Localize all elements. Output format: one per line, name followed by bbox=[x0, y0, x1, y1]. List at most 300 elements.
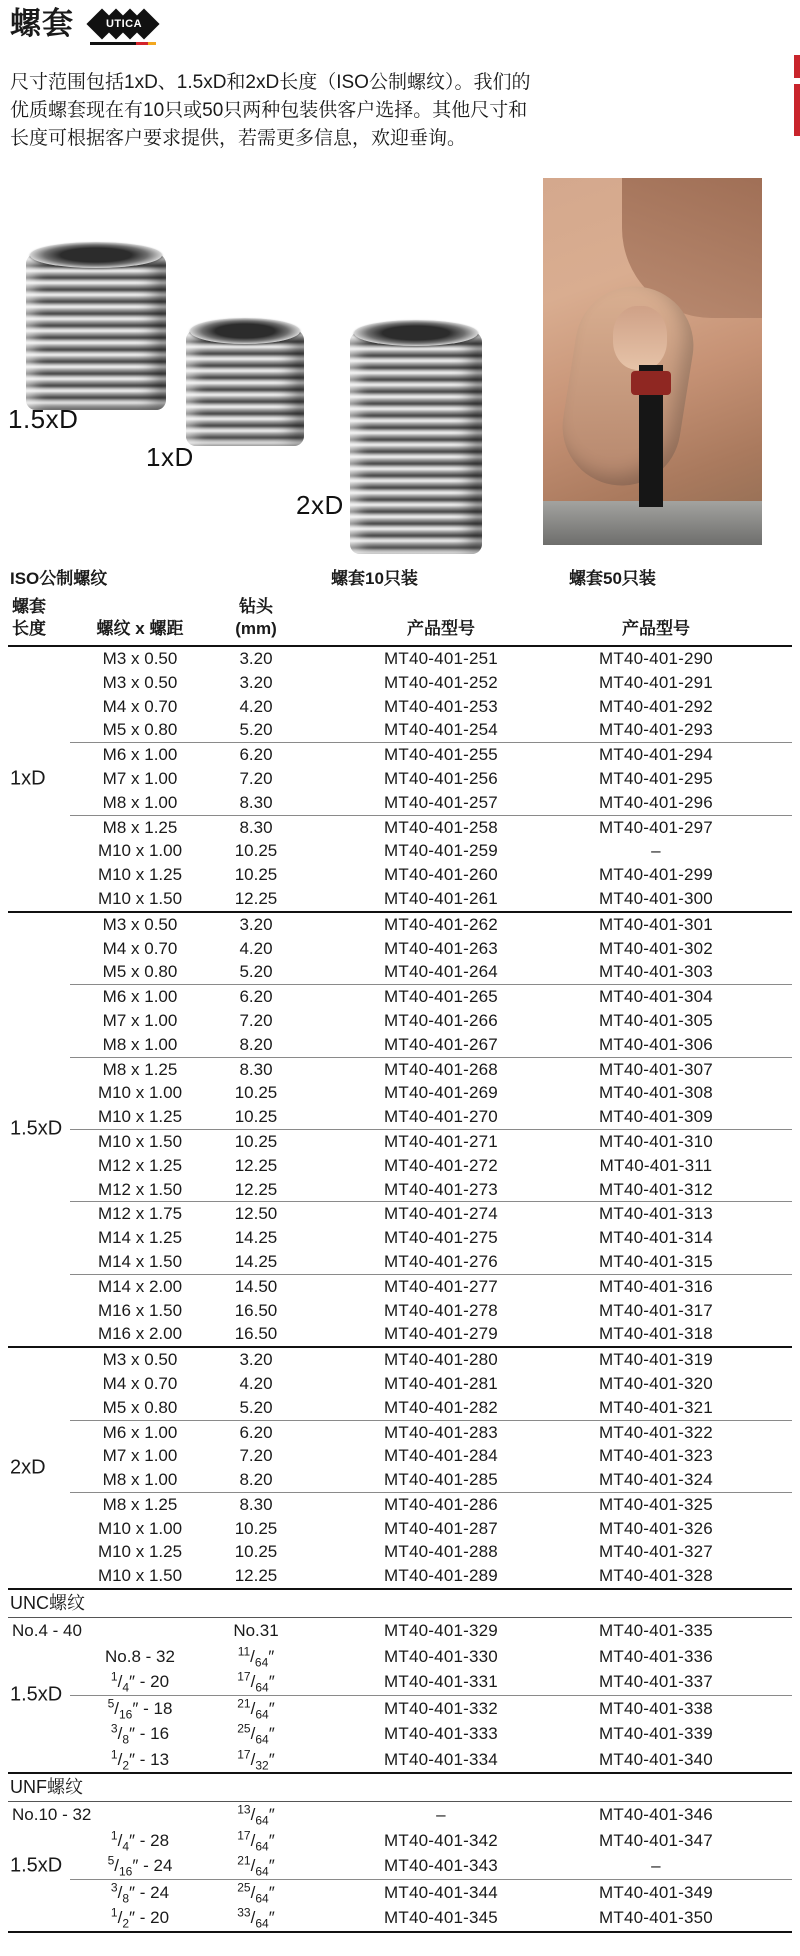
drill-cell: 10.25 bbox=[234, 865, 278, 885]
pn10-column-header: 产品型号 bbox=[407, 619, 475, 638]
pn10-cell: MT40-401-267 bbox=[384, 1034, 498, 1054]
drill-cell: 3.20 bbox=[239, 1350, 273, 1370]
pn50-cell: MT40-401-350 bbox=[599, 1908, 713, 1928]
pn10-cell: MT40-401-266 bbox=[384, 1010, 498, 1030]
thread-cell: M10 x 1.25 bbox=[97, 1107, 183, 1127]
pn50-cell: MT40-401-291 bbox=[599, 672, 713, 692]
pn10-cell: MT40-401-255 bbox=[384, 745, 498, 765]
table-row bbox=[8, 1202, 792, 1226]
pn10-cell: MT40-401-260 bbox=[384, 865, 498, 885]
thread-cell: M12 x 1.75 bbox=[97, 1204, 183, 1224]
product-figures bbox=[0, 168, 800, 560]
drill-cell: 5.20 bbox=[239, 962, 273, 982]
pn10-cell: MT40-401-264 bbox=[384, 962, 498, 982]
pn50-cell: MT40-401-313 bbox=[599, 1204, 713, 1224]
table-row bbox=[8, 960, 792, 984]
table-row bbox=[8, 1564, 792, 1588]
drill-cell: 16.50 bbox=[234, 1300, 278, 1320]
thread-cell: M6 x 1.00 bbox=[102, 745, 178, 765]
thread-cell: M10 x 1.00 bbox=[97, 841, 183, 861]
table-row bbox=[8, 1372, 792, 1396]
table-row bbox=[8, 1275, 792, 1299]
pn10-cell: MT40-401-286 bbox=[384, 1494, 498, 1514]
pack10-title: 螺套10只装 bbox=[331, 569, 418, 588]
drill-cell: 10.25 bbox=[234, 841, 278, 861]
drill-cell: 12.25 bbox=[234, 1566, 278, 1586]
page-edge-tab bbox=[794, 55, 800, 78]
thread-cell: M3 x 0.50 bbox=[102, 649, 178, 668]
drill-cell: No.31 bbox=[233, 1621, 279, 1641]
product-table bbox=[8, 560, 792, 1933]
thread-cell: M14 x 1.50 bbox=[97, 1251, 183, 1271]
thread-cell: M3 x 0.50 bbox=[102, 1350, 178, 1370]
table-row bbox=[8, 1468, 792, 1492]
pn10-cell: MT40-401-272 bbox=[384, 1155, 498, 1175]
thread-cell: $^3/_8'' - 24$ bbox=[110, 1879, 170, 1905]
drill-cell: 6.20 bbox=[239, 1422, 273, 1442]
drill-cell: 16.50 bbox=[234, 1324, 278, 1344]
thread-cell: M4 x 0.70 bbox=[102, 938, 178, 958]
table-row bbox=[8, 1299, 792, 1323]
pn10-cell: MT40-401-273 bbox=[384, 1179, 498, 1199]
pn50-cell: MT40-401-323 bbox=[599, 1446, 713, 1466]
pn10-cell: MT40-401-345 bbox=[384, 1908, 498, 1928]
drill-cell: 5.20 bbox=[239, 1397, 273, 1417]
pn50-cell: MT40-401-303 bbox=[599, 962, 713, 982]
pn50-cell: MT40-401-316 bbox=[599, 1276, 713, 1296]
pn10-cell: MT40-401-261 bbox=[384, 888, 498, 908]
thread-cell: M16 x 2.00 bbox=[97, 1324, 183, 1344]
photo-tool-grip bbox=[631, 371, 671, 395]
table-row bbox=[8, 1322, 792, 1346]
intro-line: 优质螺套现在有10只或50只两种包装供客户选择。其他尺寸和 bbox=[10, 100, 528, 121]
thread-cell: M7 x 1.00 bbox=[102, 768, 178, 788]
table-row bbox=[8, 767, 792, 791]
length-group-1.5xD bbox=[8, 1618, 792, 1774]
thread-cell: M10 x 1.25 bbox=[97, 865, 183, 885]
drill-cell: 4.20 bbox=[239, 938, 273, 958]
table-section-titles bbox=[8, 560, 792, 592]
length-label: 1xD bbox=[10, 767, 46, 790]
pn50-cell: MT40-401-346 bbox=[599, 1805, 713, 1825]
utica-diamonds-icon bbox=[90, 8, 158, 40]
pn10-cell: MT40-401-329 bbox=[384, 1621, 498, 1641]
utica-logo bbox=[90, 8, 158, 45]
table-row bbox=[8, 718, 792, 742]
pn10-cell: MT40-401-281 bbox=[384, 1373, 498, 1393]
table-row bbox=[8, 1517, 792, 1541]
pn50-cell: MT40-401-305 bbox=[599, 1010, 713, 1030]
drill-cell: 3.20 bbox=[239, 649, 273, 668]
table-row bbox=[8, 1348, 792, 1372]
drill-cell: 12.25 bbox=[234, 1155, 278, 1175]
pn50-cell: MT40-401-337 bbox=[599, 1672, 713, 1692]
pn10-cell: MT40-401-283 bbox=[384, 1422, 498, 1442]
pn10-cell: MT40-401-269 bbox=[384, 1083, 498, 1103]
thread-cell: M8 x 1.00 bbox=[102, 792, 178, 812]
pn10-cell: MT40-401-282 bbox=[384, 1397, 498, 1417]
length-label: 1.5xD bbox=[10, 1117, 63, 1140]
thread-cell: M12 x 1.50 bbox=[97, 1179, 183, 1199]
pn50-cell: MT40-401-322 bbox=[599, 1422, 713, 1442]
pn50-cell: MT40-401-321 bbox=[599, 1397, 713, 1417]
length-group-2xD bbox=[8, 1348, 792, 1590]
table-row bbox=[8, 913, 792, 937]
drill-cell: $^{17}/_{32}''$ bbox=[237, 1746, 275, 1772]
pn10-cell: MT40-401-270 bbox=[384, 1107, 498, 1127]
table-row bbox=[8, 1130, 792, 1154]
drill-cell: $^{21}/_{64}''$ bbox=[237, 1695, 275, 1721]
pn10-cell: MT40-401-285 bbox=[384, 1470, 498, 1490]
thread-cell: M14 x 1.25 bbox=[97, 1228, 183, 1248]
table-row bbox=[8, 695, 792, 719]
coil-label-1-5xd: 1.5xD bbox=[8, 404, 79, 434]
drill-cell: $^{33}/_{64}''$ bbox=[237, 1905, 275, 1931]
pn10-cell: MT40-401-343 bbox=[384, 1856, 498, 1876]
drill-cell: 14.25 bbox=[234, 1228, 278, 1248]
pn10-cell: MT40-401-262 bbox=[384, 914, 498, 934]
thread-standard-section-header: UNF螺纹 bbox=[8, 1774, 792, 1802]
thread-cell: M8 x 1.25 bbox=[102, 1059, 178, 1079]
thread-cell: M7 x 1.00 bbox=[102, 1010, 178, 1030]
pn50-cell: MT40-401-310 bbox=[599, 1131, 713, 1151]
drill-cell: 8.30 bbox=[239, 792, 273, 812]
pn50-cell: MT40-401-296 bbox=[599, 792, 713, 812]
thread-cell: No.4 - 40 bbox=[12, 1621, 82, 1641]
thread-cell: M7 x 1.00 bbox=[102, 1446, 178, 1466]
drill-cell: $^{25}/_{64}''$ bbox=[237, 1879, 275, 1905]
pn50-cell: MT40-401-300 bbox=[599, 888, 713, 908]
pn50-cell: MT40-401-295 bbox=[599, 768, 713, 788]
drill-cell: 6.20 bbox=[239, 745, 273, 765]
pn10-cell: MT40-401-330 bbox=[384, 1646, 498, 1666]
length-group-1.5xD bbox=[8, 913, 792, 1348]
pn50-cell: MT40-401-339 bbox=[599, 1724, 713, 1744]
drill-cell: 8.20 bbox=[239, 1034, 273, 1054]
thread-standard-section-header: UNC螺纹 bbox=[8, 1590, 792, 1618]
thread-cell: M12 x 1.25 bbox=[97, 1155, 183, 1175]
length-group-1xD bbox=[8, 647, 792, 913]
pn10-cell: MT40-401-332 bbox=[384, 1698, 498, 1718]
pn50-cell: MT40-401-294 bbox=[599, 745, 713, 765]
pn10-cell: MT40-401-331 bbox=[384, 1672, 498, 1692]
pn50-cell: MT40-401-338 bbox=[599, 1698, 713, 1718]
intro-line: 长度可根据客户要求提供，若需更多信息，欢迎垂询。 bbox=[10, 128, 467, 149]
page-edge-tab bbox=[794, 84, 800, 136]
length-label: 1.5xD bbox=[10, 1854, 63, 1877]
thread-cell: $^1/_2'' - 13$ bbox=[110, 1746, 170, 1772]
drill-cell: 5.20 bbox=[239, 720, 273, 740]
insert-photo-1xd bbox=[186, 330, 304, 446]
pn50-cell: MT40-401-306 bbox=[599, 1034, 713, 1054]
drill-cell: 10.25 bbox=[234, 1542, 278, 1562]
thread-column-header: 螺纹 x 螺距 bbox=[96, 619, 184, 638]
photo-workpiece bbox=[543, 501, 762, 545]
table-row bbox=[8, 1644, 792, 1670]
drill-cell: 6.20 bbox=[239, 987, 273, 1007]
pn10-cell: MT40-401-274 bbox=[384, 1204, 498, 1224]
pn50-cell: MT40-401-326 bbox=[599, 1518, 713, 1538]
table-row bbox=[8, 1058, 792, 1082]
pn50-cell: MT40-401-340 bbox=[599, 1749, 713, 1769]
pn10-cell: MT40-401-263 bbox=[384, 938, 498, 958]
thread-cell: $^1/_4'' - 28$ bbox=[110, 1827, 170, 1853]
drill-cell: 4.20 bbox=[239, 1373, 273, 1393]
thread-cell: M8 x 1.00 bbox=[102, 1034, 178, 1054]
table-row bbox=[8, 1154, 792, 1178]
length-group-1.5xD bbox=[8, 1802, 792, 1933]
pn10-cell: MT40-401-252 bbox=[384, 672, 498, 692]
thread-cell: M3 x 0.50 bbox=[102, 914, 178, 934]
pn10-cell: MT40-401-251 bbox=[384, 649, 498, 668]
thread-standard-title: ISO公制螺纹 bbox=[10, 569, 108, 588]
drill-column-header: 钻头 (mm) bbox=[235, 597, 277, 638]
table-row bbox=[8, 937, 792, 961]
brand-underline bbox=[90, 42, 156, 45]
pn50-cell: MT40-401-307 bbox=[599, 1059, 713, 1079]
thread-cell: M6 x 1.00 bbox=[102, 1422, 178, 1442]
pn10-cell: MT40-401-342 bbox=[384, 1830, 498, 1850]
drill-cell: 14.25 bbox=[234, 1251, 278, 1271]
pn10-cell: MT40-401-279 bbox=[384, 1324, 498, 1344]
pn10-cell: MT40-401-334 bbox=[384, 1749, 498, 1769]
length-label: 2xD bbox=[10, 1456, 46, 1479]
pn10-cell: MT40-401-287 bbox=[384, 1518, 498, 1538]
pn10-cell: MT40-401-289 bbox=[384, 1566, 498, 1586]
pn50-cell: MT40-401-325 bbox=[599, 1494, 713, 1514]
pn10-cell: MT40-401-271 bbox=[384, 1131, 498, 1151]
insert-photo-2xd bbox=[350, 332, 482, 554]
pn10-cell: MT40-401-333 bbox=[384, 1724, 498, 1744]
drill-cell: 12.25 bbox=[234, 888, 278, 908]
table-row bbox=[8, 1618, 792, 1644]
pn50-cell: MT40-401-290 bbox=[599, 649, 713, 668]
pn10-cell: MT40-401-278 bbox=[384, 1300, 498, 1320]
underline-red bbox=[136, 42, 148, 45]
thread-cell: No.10 - 32 bbox=[12, 1805, 92, 1825]
thread-cell: M4 x 0.70 bbox=[102, 1373, 178, 1393]
pn50-column-header: 产品型号 bbox=[622, 619, 690, 638]
table-row bbox=[8, 1421, 792, 1445]
pn10-cell: MT40-401-268 bbox=[384, 1059, 498, 1079]
drill-cell: 12.50 bbox=[234, 1204, 278, 1224]
drill-cell: $^{25}/_{64}''$ bbox=[237, 1721, 275, 1747]
table-row bbox=[8, 863, 792, 887]
pn10-cell: MT40-401-258 bbox=[384, 817, 498, 837]
thread-cell: $^5/_{16}'' - 24$ bbox=[107, 1853, 173, 1879]
drill-cell: $^{17}/_{64}''$ bbox=[237, 1827, 275, 1853]
drill-cell: 3.20 bbox=[239, 914, 273, 934]
pn50-cell: MT40-401-314 bbox=[599, 1228, 713, 1248]
page-header bbox=[10, 6, 158, 45]
pn50-cell: MT40-401-328 bbox=[599, 1566, 713, 1586]
pn50-cell: MT40-401-327 bbox=[599, 1542, 713, 1562]
thread-cell: $^1/_4'' - 20$ bbox=[110, 1669, 170, 1695]
table-row bbox=[8, 887, 792, 911]
pn10-cell: MT40-401-259 bbox=[384, 841, 498, 861]
pn50-cell: MT40-401-302 bbox=[599, 938, 713, 958]
thread-cell: M6 x 1.00 bbox=[102, 987, 178, 1007]
table-row bbox=[8, 1105, 792, 1129]
drill-cell: 8.30 bbox=[239, 817, 273, 837]
pn50-cell: MT40-401-309 bbox=[599, 1107, 713, 1127]
thread-cell: M10 x 1.50 bbox=[97, 1131, 183, 1151]
pn50-cell: MT40-401-312 bbox=[599, 1179, 713, 1199]
thread-cell: M4 x 0.70 bbox=[102, 696, 178, 716]
pn50-cell: MT40-401-335 bbox=[599, 1621, 713, 1641]
table-row bbox=[8, 1696, 792, 1722]
table-row bbox=[8, 839, 792, 863]
pn10-cell: MT40-401-257 bbox=[384, 792, 498, 812]
pn10-cell: MT40-401-254 bbox=[384, 720, 498, 740]
table-row bbox=[8, 1853, 792, 1879]
drill-cell: 14.50 bbox=[234, 1276, 278, 1296]
table-row bbox=[8, 743, 792, 767]
table-row bbox=[8, 1747, 792, 1773]
pn10-cell: MT40-401-344 bbox=[384, 1882, 498, 1902]
pn10-cell: – bbox=[436, 1805, 446, 1825]
table-row bbox=[8, 1250, 792, 1274]
drill-cell: 7.20 bbox=[239, 1446, 273, 1466]
drill-cell: 8.20 bbox=[239, 1470, 273, 1490]
table-row bbox=[8, 1226, 792, 1250]
pn10-cell: MT40-401-280 bbox=[384, 1350, 498, 1370]
table-row bbox=[8, 1444, 792, 1468]
drill-cell: $^{17}/_{64}''$ bbox=[237, 1669, 275, 1695]
length-column-header: 螺套 长度 bbox=[12, 597, 46, 638]
intro-paragraph bbox=[10, 69, 700, 153]
pn50-cell: MT40-401-347 bbox=[599, 1830, 713, 1850]
table-row bbox=[8, 816, 792, 840]
drill-cell: $^{21}/_{64}''$ bbox=[237, 1853, 275, 1879]
thread-cell: M14 x 2.00 bbox=[97, 1276, 183, 1296]
pn50-cell: MT40-401-324 bbox=[599, 1470, 713, 1490]
table-row bbox=[8, 1081, 792, 1105]
table-row bbox=[8, 1669, 792, 1695]
thread-cell: M5 x 0.80 bbox=[102, 720, 178, 740]
pn50-cell: – bbox=[651, 841, 661, 861]
table-row bbox=[8, 1880, 792, 1906]
table-row bbox=[8, 1009, 792, 1033]
column-header-row bbox=[8, 592, 792, 647]
drill-cell: 7.20 bbox=[239, 1010, 273, 1030]
pn50-cell: MT40-401-297 bbox=[599, 817, 713, 837]
table-row bbox=[8, 1540, 792, 1564]
table-row bbox=[8, 1828, 792, 1854]
pn50-cell: – bbox=[651, 1856, 661, 1876]
table-row bbox=[8, 1493, 792, 1517]
coil-label-2xd: 2xD bbox=[296, 490, 344, 520]
drill-cell: $^{11}/_{64}''$ bbox=[237, 1643, 275, 1669]
pn50-cell: MT40-401-299 bbox=[599, 865, 713, 885]
pn50-cell: MT40-401-311 bbox=[599, 1155, 713, 1175]
length-label: 1.5xD bbox=[10, 1683, 63, 1706]
pn50-cell: MT40-401-304 bbox=[599, 987, 713, 1007]
drill-cell: 10.25 bbox=[234, 1131, 278, 1151]
pn50-cell: MT40-401-320 bbox=[599, 1373, 713, 1393]
pn10-cell: MT40-401-284 bbox=[384, 1446, 498, 1466]
table-row bbox=[8, 671, 792, 695]
thread-cell: M8 x 1.25 bbox=[102, 1494, 178, 1514]
thread-cell: M10 x 1.50 bbox=[97, 888, 183, 908]
pn10-cell: MT40-401-275 bbox=[384, 1228, 498, 1248]
pn50-cell: MT40-401-292 bbox=[599, 696, 713, 716]
pn50-cell: MT40-401-319 bbox=[599, 1350, 713, 1370]
pn50-cell: MT40-401-315 bbox=[599, 1251, 713, 1271]
table-row bbox=[8, 1905, 792, 1931]
pn50-cell: MT40-401-301 bbox=[599, 914, 713, 934]
table-row bbox=[8, 1033, 792, 1057]
table-row bbox=[8, 791, 792, 815]
brand-name: UTICA bbox=[105, 17, 143, 30]
pack50-title: 螺套50只装 bbox=[569, 569, 656, 588]
thread-cell: M5 x 0.80 bbox=[102, 962, 178, 982]
drill-cell: 8.30 bbox=[239, 1059, 273, 1079]
thread-cell: M5 x 0.80 bbox=[102, 1397, 178, 1417]
pn50-cell: MT40-401-349 bbox=[599, 1882, 713, 1902]
page-title: 螺套 bbox=[10, 6, 74, 41]
pn10-cell: MT40-401-288 bbox=[384, 1542, 498, 1562]
pn10-cell: MT40-401-265 bbox=[384, 987, 498, 1007]
installation-photo bbox=[543, 178, 762, 545]
table-row bbox=[8, 647, 792, 671]
thread-cell: $^3/_8'' - 16$ bbox=[110, 1721, 170, 1747]
drill-cell: 3.20 bbox=[239, 672, 273, 692]
drill-cell: 7.20 bbox=[239, 768, 273, 788]
pn50-cell: MT40-401-317 bbox=[599, 1300, 713, 1320]
pn10-cell: MT40-401-253 bbox=[384, 696, 498, 716]
thread-cell: M10 x 1.00 bbox=[97, 1083, 183, 1103]
drill-cell: 10.25 bbox=[234, 1107, 278, 1127]
table-body bbox=[8, 647, 792, 1933]
pn10-cell: MT40-401-256 bbox=[384, 768, 498, 788]
thread-cell: M8 x 1.25 bbox=[102, 817, 178, 837]
drill-cell: 8.30 bbox=[239, 1494, 273, 1514]
thread-cell: M16 x 1.50 bbox=[97, 1300, 183, 1320]
drill-cell: 12.25 bbox=[234, 1179, 278, 1199]
table-row bbox=[8, 1178, 792, 1202]
pn10-cell: MT40-401-276 bbox=[384, 1251, 498, 1271]
table-row bbox=[8, 1721, 792, 1747]
pn50-cell: MT40-401-293 bbox=[599, 720, 713, 740]
thread-cell: No.8 - 32 bbox=[105, 1646, 175, 1666]
thread-cell: M10 x 1.50 bbox=[97, 1566, 183, 1586]
coil-label-1xd: 1xD bbox=[146, 442, 194, 472]
underline-black bbox=[90, 42, 136, 45]
pn50-cell: MT40-401-336 bbox=[599, 1646, 713, 1666]
drill-cell: 10.25 bbox=[234, 1518, 278, 1538]
drill-cell: $^{13}/_{64}''$ bbox=[237, 1802, 275, 1828]
pn10-cell: MT40-401-277 bbox=[384, 1276, 498, 1296]
pn50-cell: MT40-401-308 bbox=[599, 1083, 713, 1103]
thread-cell: M10 x 1.25 bbox=[97, 1542, 183, 1562]
thread-cell: M8 x 1.00 bbox=[102, 1470, 178, 1490]
thread-cell: M10 x 1.00 bbox=[97, 1518, 183, 1538]
photo-thumbnail bbox=[613, 306, 667, 370]
drill-cell: 4.20 bbox=[239, 696, 273, 716]
table-row bbox=[8, 985, 792, 1009]
thread-cell: $^1/_2'' - 20$ bbox=[110, 1905, 170, 1931]
intro-line: 尺寸范围包括1xD、1.5xD和2xD长度（ISO公制螺纹）。我们的 bbox=[10, 72, 531, 93]
drill-cell: 10.25 bbox=[234, 1083, 278, 1103]
insert-photo-1-5xd bbox=[26, 254, 166, 410]
table-row bbox=[8, 1802, 792, 1828]
underline-yellow bbox=[148, 42, 156, 45]
pn50-cell: MT40-401-318 bbox=[599, 1324, 713, 1344]
table-row bbox=[8, 1396, 792, 1420]
thread-cell: M3 x 0.50 bbox=[102, 672, 178, 692]
thread-cell: $^5/_{16}'' - 18$ bbox=[107, 1695, 173, 1721]
